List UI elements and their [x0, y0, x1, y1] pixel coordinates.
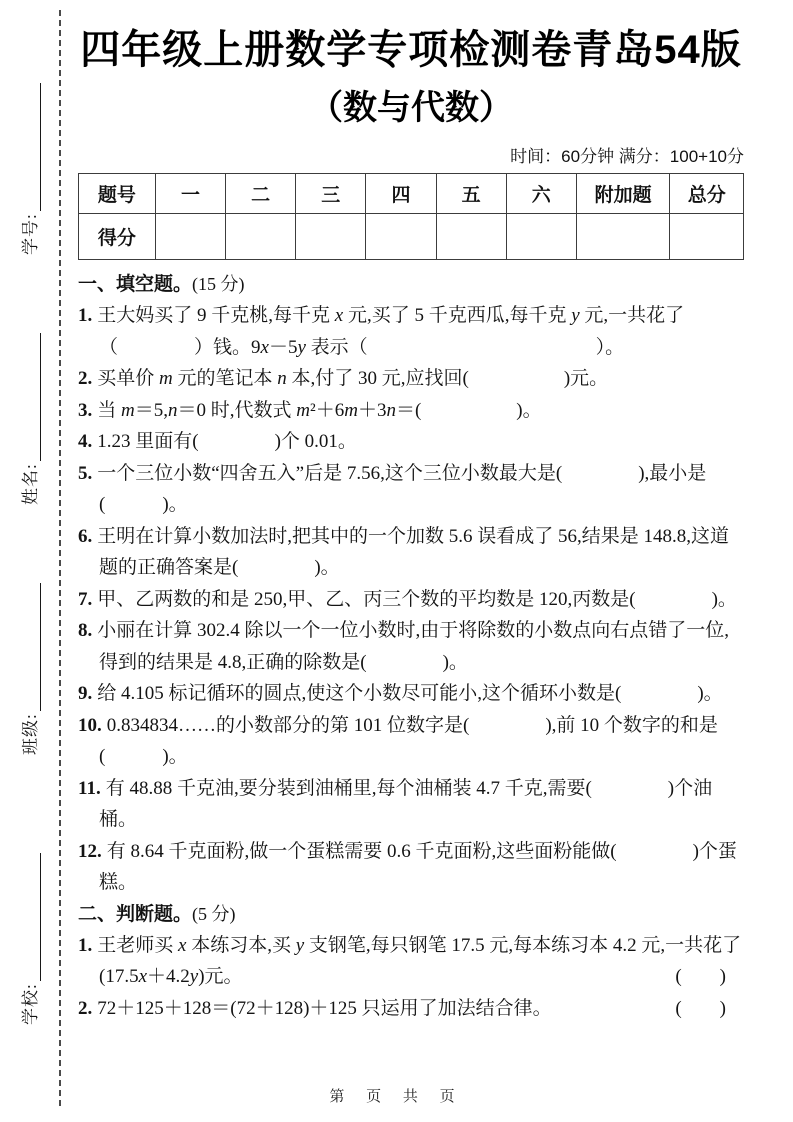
question-text: 一个三位小数“四舍五入”后是 7.56,这个三位小数最大是( ),最小是( )。	[97, 462, 707, 515]
question-number: 4.	[78, 431, 93, 452]
score-cell-empty	[155, 214, 225, 260]
question-list	[78, 930, 744, 1025]
question	[78, 426, 744, 458]
question	[78, 615, 744, 678]
student-id-label: 学号:	[21, 213, 40, 255]
question-text: 72＋125＋128＝(72＋128)＋125 只运用了加法结合律。	[97, 997, 552, 1019]
score-header-cell: 二	[226, 174, 296, 214]
question	[78, 710, 744, 773]
student-id-field	[13, 55, 41, 255]
sections	[78, 269, 744, 1024]
page-footer: 第 页 共 页	[329, 1089, 464, 1105]
question-number: 8.	[78, 620, 93, 641]
score-row-label: 得分	[79, 214, 156, 260]
score-header-cell: 四	[366, 174, 436, 214]
paper-subtitle: （数与代数）	[309, 89, 513, 127]
question-number: 5.	[78, 462, 93, 484]
question-text: 给 4.105 标记循环的圆点,使这个小数尽可能小,这个循环小数是( )。	[97, 683, 723, 704]
score-header-cell: 题号	[79, 174, 156, 214]
section-points: (5 分)	[192, 903, 236, 924]
score-cell-empty	[576, 214, 670, 260]
student-id-blank-line	[24, 83, 41, 211]
question	[78, 363, 744, 395]
student-name-label: 姓名:	[21, 463, 40, 505]
question-number: 11.	[78, 777, 101, 799]
question-text: 0.834834……的小数部分的第 101 位数字是( ),前 10 个数字的和是( )。	[99, 714, 718, 767]
score-table-header-row	[79, 174, 744, 214]
question-text: 王大妈买了 9 千克桃,每千克 x 元,买了 5 千克西瓜,每千克 y 元,一共花了（ ）钱。9x－5y 表示（ ）。	[97, 305, 685, 358]
score-header-cell: 总分	[670, 174, 744, 214]
score-cell-empty	[226, 214, 296, 260]
section-points: (15 分)	[192, 274, 245, 294]
class-blank-line	[24, 583, 41, 711]
score-table-score-row	[79, 214, 744, 260]
question	[78, 395, 744, 427]
student-name-field	[13, 305, 41, 505]
question-section	[78, 269, 744, 899]
question-number: 7.	[78, 588, 93, 610]
question	[78, 521, 744, 584]
answer-parens: ( )	[675, 997, 726, 1019]
paper-title: 四年级上册数学专项检测卷青岛54版	[80, 28, 742, 72]
question-number: 9.	[78, 683, 93, 704]
score-header-cell: 五	[436, 174, 506, 214]
section-heading	[78, 269, 744, 300]
answer-parens: ( )	[675, 966, 726, 987]
question-number: 3.	[78, 399, 93, 421]
question-number: 1.	[78, 305, 93, 326]
question-text: 1.23 里面有( )个 0.01。	[97, 431, 357, 452]
question	[78, 300, 744, 363]
student-name-blank-line	[24, 333, 41, 461]
question	[78, 773, 744, 836]
score-header-cell: 三	[296, 174, 366, 214]
question-number: 1.	[78, 934, 93, 956]
score-header-cell: 六	[506, 174, 576, 214]
question	[78, 836, 744, 899]
school-label: 学校:	[21, 983, 40, 1025]
question	[78, 458, 744, 521]
question-number: 2.	[78, 997, 93, 1019]
question-number: 6.	[78, 525, 93, 547]
question-text: 小丽在计算 302.4 除以一个一位小数时,由于将除数的小数点向右点错了一位,得到的结果是 4.8,正确的除数是( )。	[97, 620, 730, 673]
class-field	[13, 555, 41, 755]
section-heading	[78, 899, 744, 930]
section-title: 一、填空题。	[78, 274, 193, 295]
exam-content	[78, 24, 744, 1024]
score-cell-empty	[506, 214, 576, 260]
question	[78, 930, 744, 993]
school-field	[13, 825, 41, 1025]
question-text: 买单价 m 元的笔记本 n 本,付了 30 元,应找回( )元。	[97, 368, 609, 389]
score-cell-empty	[436, 214, 506, 260]
question-text: 甲、乙两数的和是 250,甲、乙、丙三个数的平均数是 120,丙数是( )。	[97, 588, 737, 610]
time-and-score-info: 时间：60分钟 满分：100+10分	[510, 147, 744, 166]
question-text: 有 48.88 千克油,要分装到油桶里,每个油桶装 4.7 千克,需要( )个油桶。	[99, 777, 713, 830]
score-header-cell: 附加题	[576, 174, 670, 214]
section-title: 二、判断题。	[78, 903, 193, 925]
question-number: 2.	[78, 368, 93, 389]
question	[78, 993, 744, 1025]
score-summary-table	[78, 173, 744, 260]
class-label: 班级:	[21, 713, 40, 755]
question-section	[78, 899, 744, 1025]
question-text: 当 m＝5,n＝0 时,代数式 m²＋6m＋3n＝( )。	[97, 399, 542, 421]
question-number: 10.	[78, 714, 102, 736]
question-text: 王明在计算小数加法时,把其中的一个加数 5.6 误看成了 56,结果是 148.8,这道题的正确答案是( )。	[97, 525, 730, 578]
score-header-cell: 一	[155, 174, 225, 214]
question	[78, 678, 744, 710]
question-number: 12.	[78, 840, 102, 862]
score-cell-empty	[296, 214, 366, 260]
question	[78, 584, 744, 616]
school-blank-line	[24, 853, 41, 981]
score-cell-empty	[366, 214, 436, 260]
question-text: 王老师买 x 本练习本,买 y 支钢笔,每只钢笔 17.5 元,每本练习本 4.2 元,一共花了(17.5x＋4.2y)元。	[97, 934, 742, 987]
question-text: 有 8.64 千克面粉,做一个蛋糕需要 0.6 千克面粉,这些面粉能做( )个蛋糕。	[99, 840, 737, 893]
score-cell-empty	[670, 214, 744, 260]
question-list	[78, 300, 744, 899]
